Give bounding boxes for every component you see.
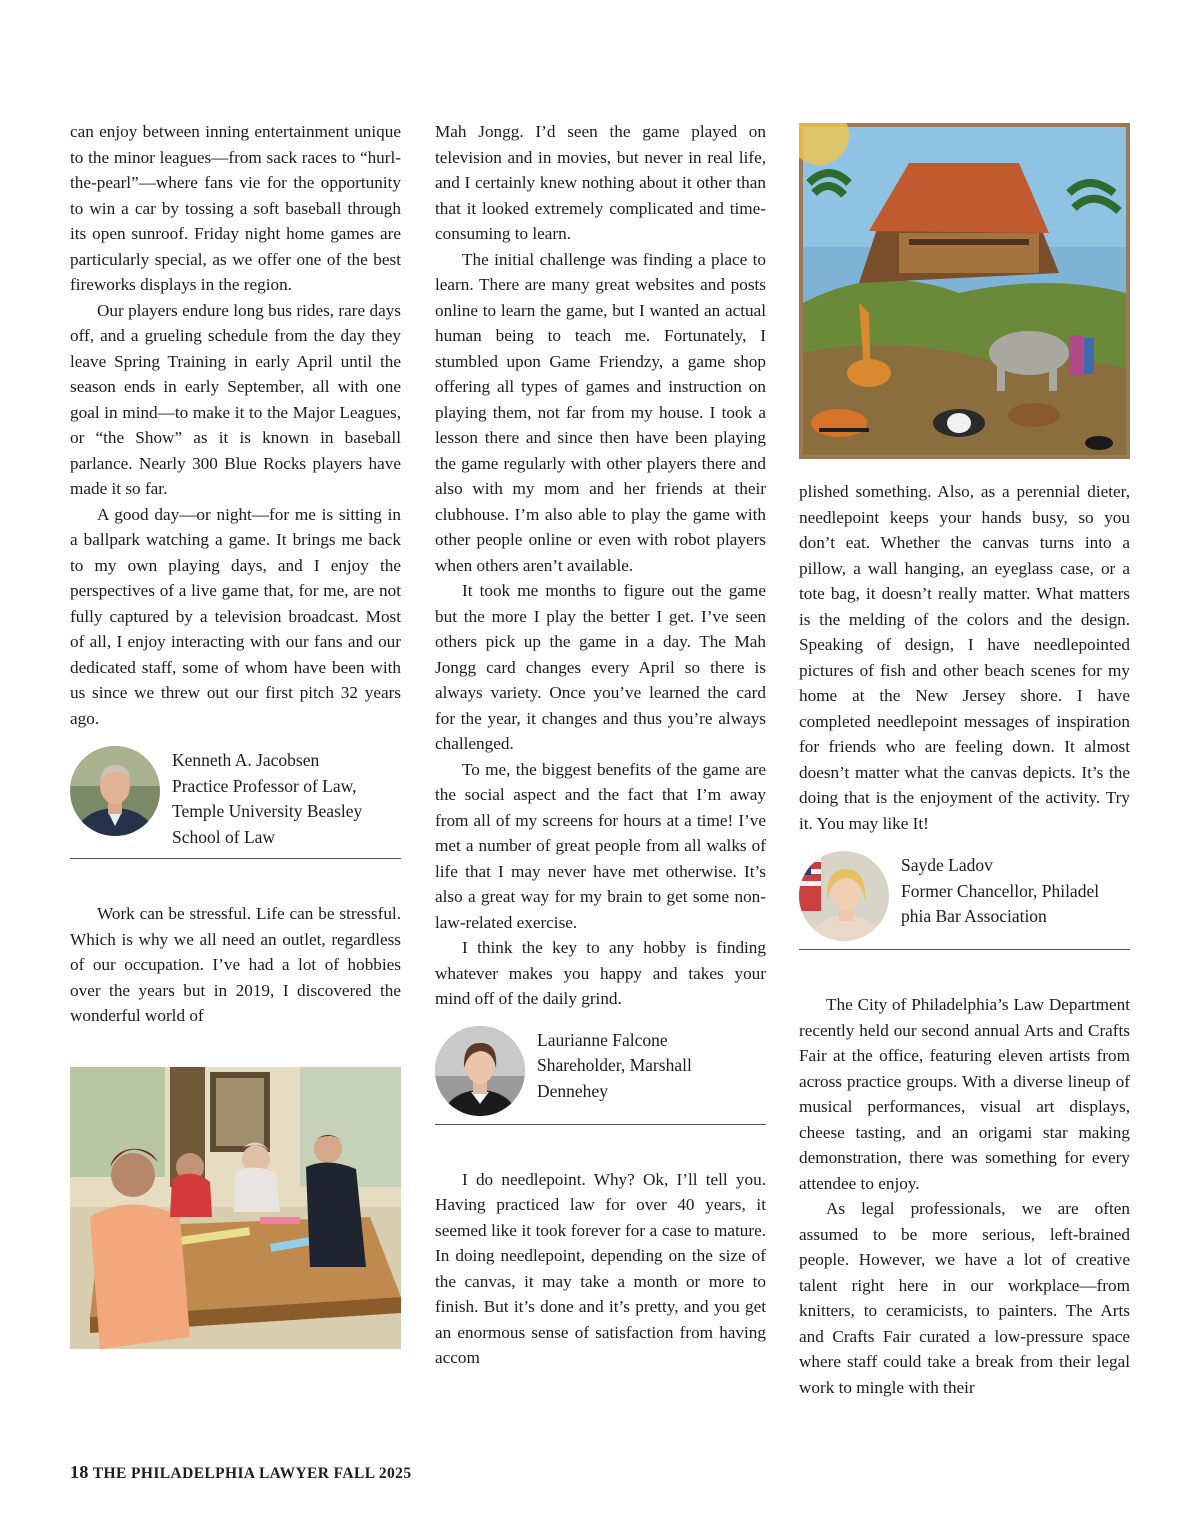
article-paragraph: I do needlepoint. Why? Ok, I’ll tell you. Having practiced law for over 40 years, it seemed like it took forever for a case to mature. In doing needlepoint, depending on the size of the canvas, it may take a month or more to finish. But it’s done and it’s pretty, and you get an enormous sense of satisfaction from having accom bbox=[435, 1169, 766, 1367]
author-bio-jacobsen bbox=[70, 734, 401, 859]
page-footer bbox=[70, 1462, 411, 1483]
author-title: phia Bar Association bbox=[901, 906, 1047, 926]
mahjongg-players-photo bbox=[70, 1067, 401, 1349]
column-1 bbox=[70, 119, 401, 1349]
author-bio-falcone bbox=[435, 1014, 766, 1125]
column-3 bbox=[799, 123, 1130, 1400]
author-title: Practice Professor of Law, bbox=[172, 775, 357, 796]
article-paragraph: A good day—or night—for me is sitting in a ballpark watching a game. It brings me back to my own playing days, and I enjoy the perspectives of a live game that, for me, are not fully captured by a television broadcast. Most of all, I enjoy interacting with our fans and our dedicated staff, some of whom have been with us since we threw out our first pitch 32 years ago. bbox=[70, 504, 401, 728]
article-paragraph: Our players endure long bus rides, rare days off, and a grueling schedule from the day they leave Spring Training in early April until the season ends in early September, all with one goal in mind—to make it to the Major Leagues, or “the Show” as it is known in baseball parlance. Nearly 300 Blue Rocks players have made it so far. bbox=[70, 300, 401, 498]
author-name: Sayde Ladov bbox=[901, 855, 993, 875]
article-paragraph: I think the key to any hobby is finding whatever makes you happy and takes your mind off of the daily grind. bbox=[435, 938, 766, 1008]
article-paragraph: It took me months to figure out the game but the more I play the better I get. I’ve seen others pick up the game in a day. The Mah Jongg card changes every April so there is always variety. Once you’ve learned the card for the year, it changes and thus you’re always challenged. bbox=[435, 581, 766, 753]
author-name: Laurianne Falcone bbox=[537, 1029, 668, 1050]
author-title: Shareholder, Marshall bbox=[537, 1055, 692, 1075]
article-paragraph: To me, the biggest benefits of the game are the social aspect and the fact that I’m away from all of my screens for hours at a time! I’ve met a number of great people from all walks of life that I may never have met otherwise. It’s also a great way for my brain to get some non-law-related exercise. bbox=[435, 759, 766, 932]
publication-title: THE PHILADELPHIA LAWYER FALL 2025 bbox=[92, 1465, 412, 1482]
article-paragraph: The initial challenge was finding a place to learn. There are many great websites and posts online to learn the game, but I wanted an actual human being to teach me. Fortunately, I stumbled upon Game Friendzy, a game shop offering all types of games and instruction on playing them, not far from my house. I took a lesson there and since then have been playing the game regularly with other players there and also with my mom and her friends at their clubhouse. I’m also able to play the game with other people online or even with robot players when others aren’t available. bbox=[435, 249, 766, 575]
author-title: Former Chancellor, Philadel bbox=[901, 880, 1100, 901]
author-title: Dennehey bbox=[537, 1080, 608, 1101]
article-paragraph: The City of Philadelphia’s Law Department recently held our second annual Arts and Crafts Fair at the office, featuring eleven artists from across practice groups. With a diverse lineup of musical performances, visual art displays, cheese tasting, and an origami star making demonstration, there was something for every attendee to enjoy. bbox=[799, 995, 1130, 1193]
author-name: Kenneth A. Jacobsen bbox=[172, 750, 320, 770]
article-paragraph: can enjoy between inning entertainment unique to the minor leagues—from sack races to “hurl-the-pearl”—where fans vie for the opportunity to win a car by tossing a soft baseball through its open sunroof. Friday night home games are particularly special, as we offer one of the best fireworks displays in the region. bbox=[70, 122, 401, 294]
article-paragraph: Work can be stressful. Life can be stressful. Which is why we all need an outlet, regardless of our occupation. I’ve had a lot of hobbies over the years but in 2019, I discovered the wonderful world of bbox=[70, 904, 401, 1025]
author-title: Temple University Beasley bbox=[172, 801, 363, 821]
article-paragraph: plished something. Also, as a perennial dieter, needlepoint keeps your hands busy, so you don’t eat. Whether the canvas turns into a pillow, a wall hanging, an eyeglass case, or a tote bag, it doesn’t really matter. What matters is the melding of the colors and the design. Speaking of design, I have needlepointed pictures of fish and other beach scenes for my home at the New Jersey shore. I have completed needlepoint messages of inspiration for friends who are feeling down. It almost doesn’t matter what the canvas depicts. It’s the doing that is the enjoyment of the activity. Try it. You may like It! bbox=[799, 482, 1130, 833]
author-headshot bbox=[799, 851, 889, 941]
article-paragraph: Mah Jongg. I’d seen the game played on television and in movies, but never in real life, and I certainly knew nothing about it other than that it looked extremely complicated and time-consuming to learn. bbox=[435, 122, 766, 243]
column-2 bbox=[435, 119, 766, 1371]
needlepoint-noahs-ark-image bbox=[799, 123, 1130, 459]
author-headshot bbox=[70, 746, 160, 836]
author-bio-ladov bbox=[799, 839, 1130, 950]
page-number: 18 bbox=[70, 1462, 89, 1482]
author-headshot bbox=[435, 1026, 525, 1116]
article-paragraph: As legal professionals, we are often assumed to be more serious, left-brained people. However, we have a lot of creative talent right here in our workplace—from knitters, to ceramicists, to painters. The Arts and Crafts Fair curated a low-pressure space where staff could take a break from their legal work to mingle with their bbox=[799, 1199, 1130, 1397]
author-title: School of Law bbox=[172, 826, 276, 847]
